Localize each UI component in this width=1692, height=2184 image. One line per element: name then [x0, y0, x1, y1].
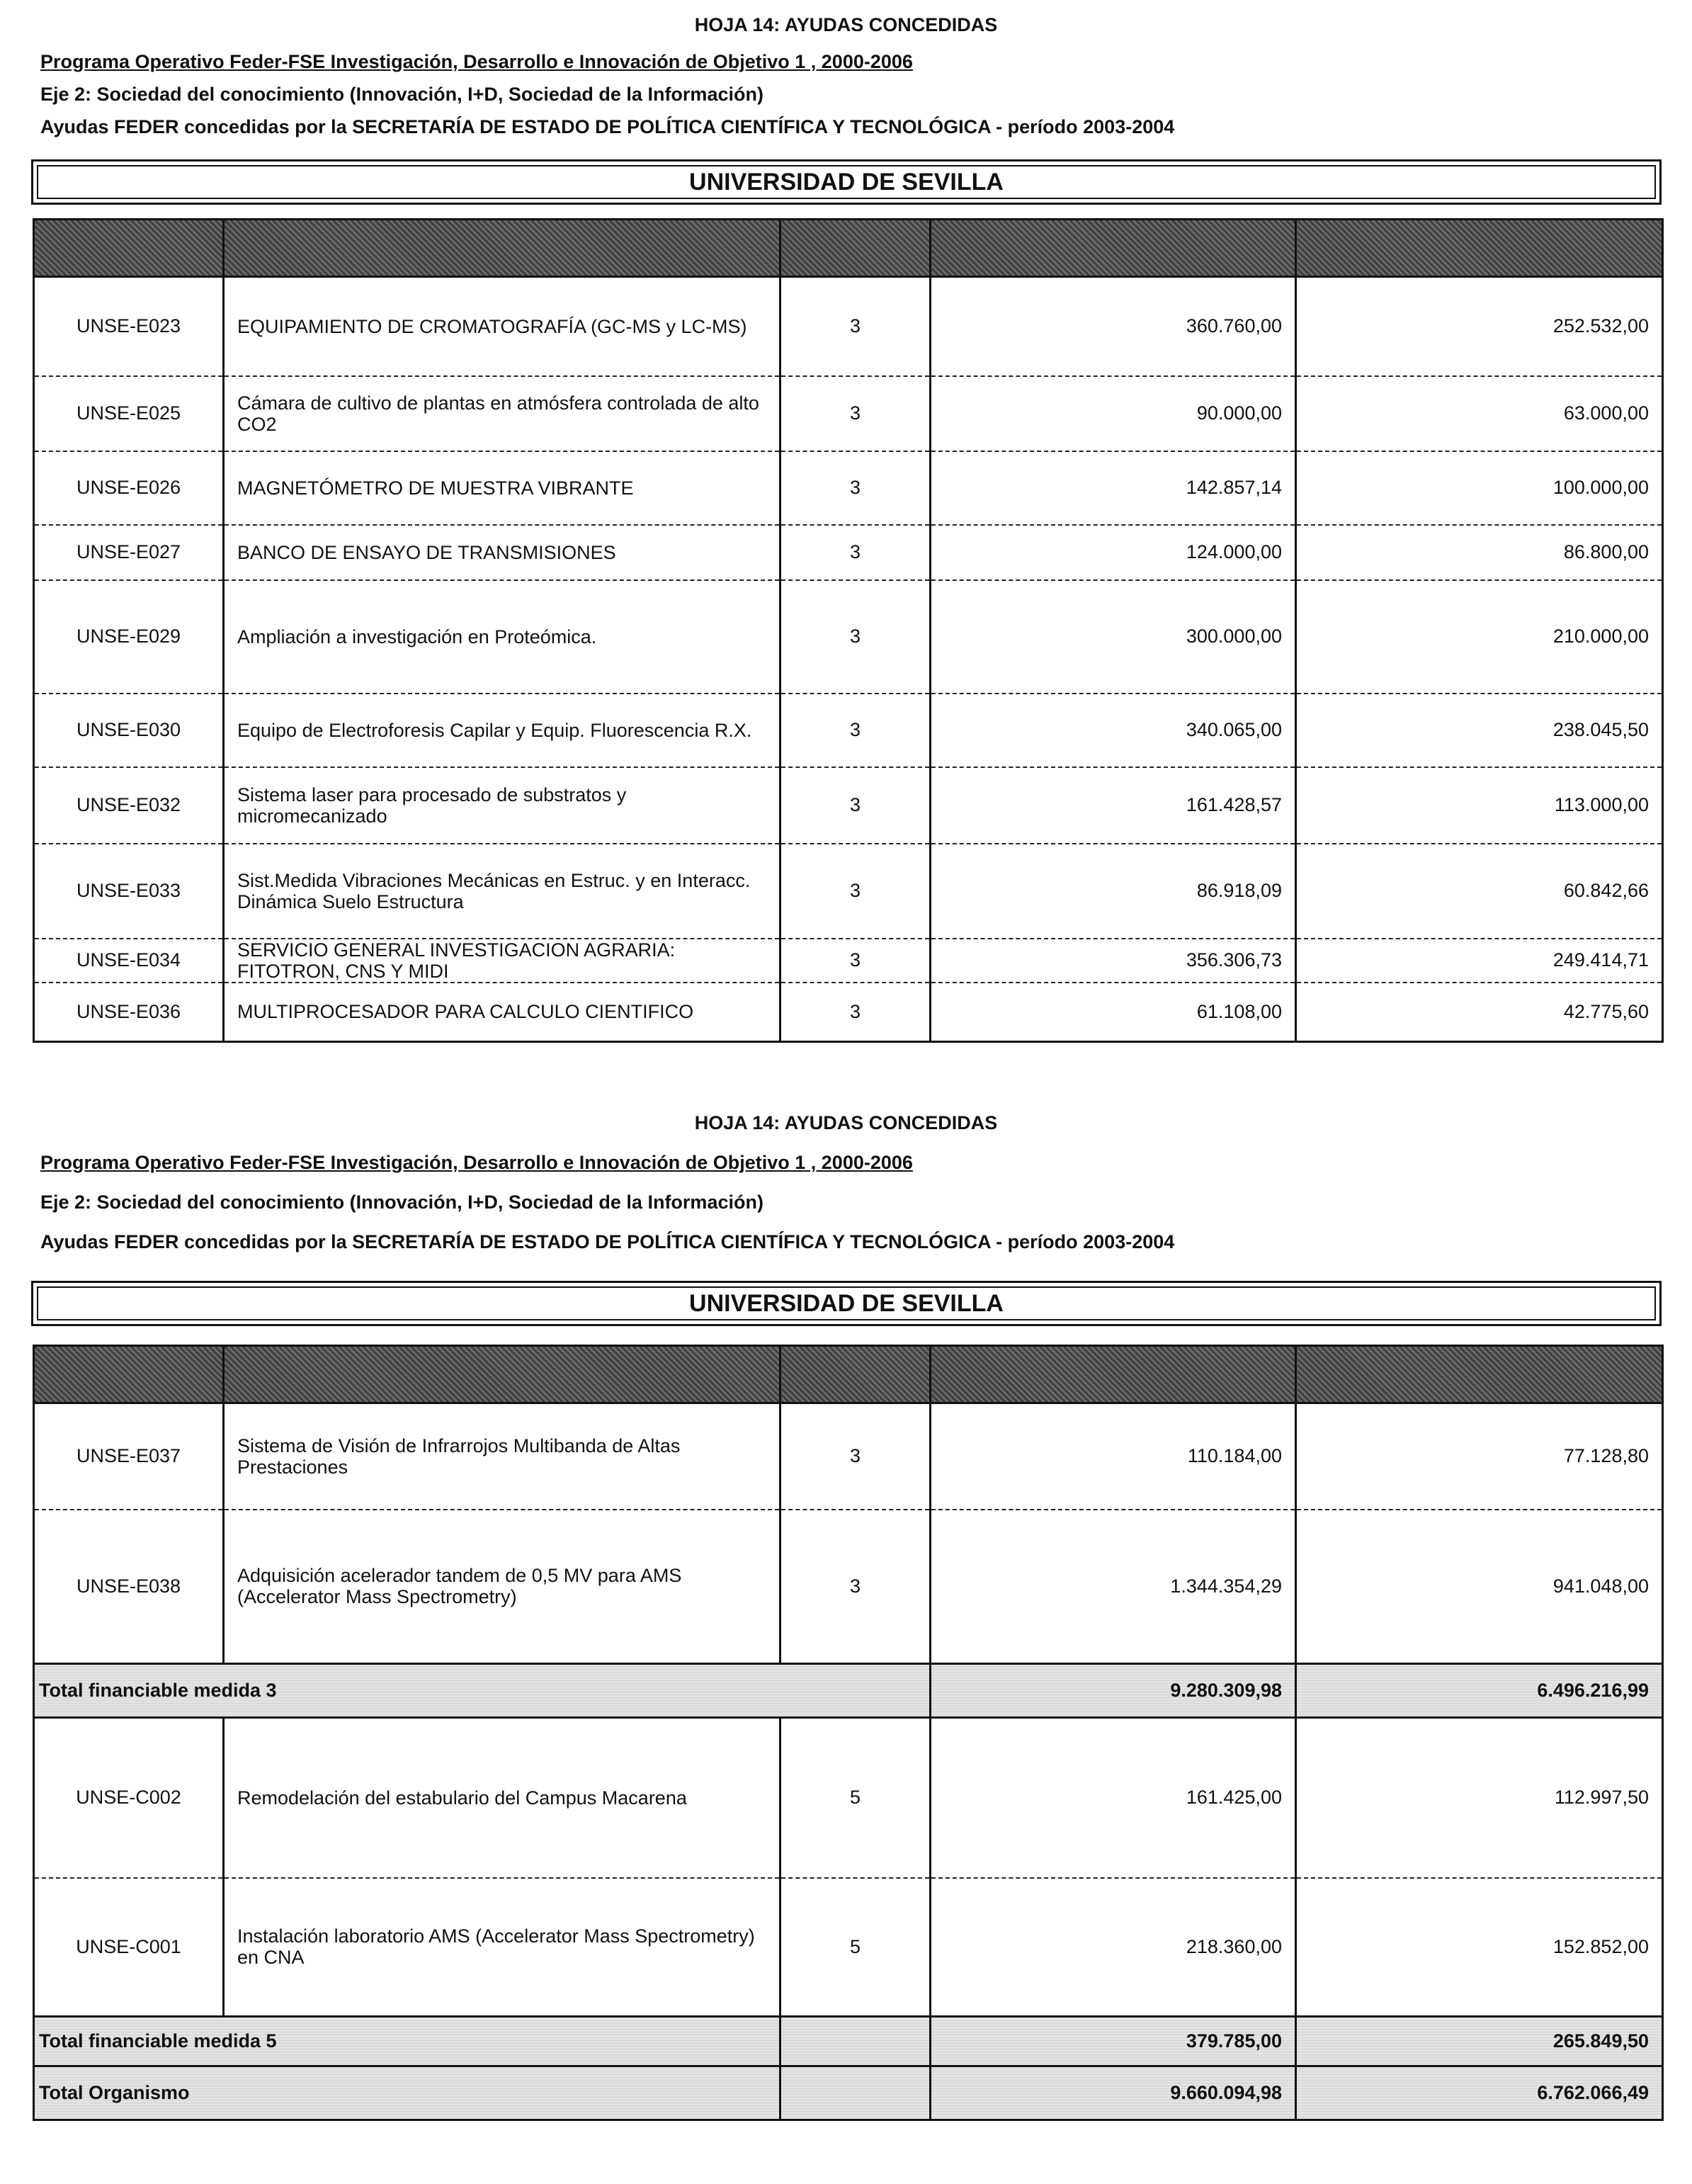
row-medida: 3: [780, 376, 931, 451]
row-description: Sist.Medida Vibraciones Mecánicas en Estruc. y en Interacc. Dinámica Suelo Estructura: [224, 844, 780, 939]
table-row: [34, 1510, 1663, 1664]
header-cell-title: [224, 220, 780, 277]
row-code: UNSE-E037: [34, 1403, 224, 1510]
sheet-title: HOJA 14: AYUDAS CONCEDIDAS: [694, 14, 998, 35]
row-description: Ampliación a investigación en Proteómica.: [224, 580, 780, 694]
row-ayuda: 113.000,00: [1296, 767, 1663, 844]
row-medida: 3: [780, 939, 931, 983]
organismo-box: [31, 1281, 1662, 1326]
total-medida-5-ayuda: 265.849,50: [1296, 2017, 1663, 2066]
table-row: [34, 376, 1663, 451]
table-row: [34, 983, 1663, 1042]
row-description: SERVICIO GENERAL INVESTIGACION AGRARIA: FITOTRON, CNS Y MIDI: [224, 939, 780, 983]
header-cell-ayuda: [1296, 220, 1663, 277]
row-inversion: 356.306,73: [931, 939, 1296, 983]
row-inversion: 161.428,57: [931, 767, 1296, 844]
total-medida-3-inversion: 9.280.309,98: [931, 1664, 1296, 1718]
total-organismo-label: Total Organismo: [34, 2066, 780, 2120]
row-inversion: 86.918,09: [931, 844, 1296, 939]
table-row: [34, 277, 1663, 376]
row-code: UNSE-E027: [34, 525, 224, 580]
ayudas-line: Ayudas FEDER concedidas por la SECRETARÍA DE ESTADO DE POLÍTICA CIENTÍFICA Y TECNOLÓGICA - período 2003-2004: [40, 1231, 1175, 1252]
row-inversion: 1.344.354,29: [931, 1510, 1296, 1664]
ayudas-line: Ayudas FEDER concedidas por la SECRETARÍA DE ESTADO DE POLÍTICA CIENTÍFICA Y TECNOLÓGICA - período 2003-2004: [40, 116, 1175, 137]
row-ayuda: 42.775,60: [1296, 983, 1663, 1042]
row-description: MAGNETÓMETRO DE MUESTRA VIBRANTE: [224, 451, 780, 525]
organismo-name: UNIVERSIDAD DE SEVILLA: [37, 165, 1656, 199]
row-inversion: 300.000,00: [931, 580, 1296, 694]
row-inversion: 124.000,00: [931, 525, 1296, 580]
row-ayuda: 152.852,00: [1296, 1878, 1663, 2017]
header-cell-title: [224, 1346, 780, 1403]
row-description: Adquisición acelerador tandem de 0,5 MV para AMS (Accelerator Mass Spectrometry): [224, 1510, 780, 1664]
table-row: [34, 694, 1663, 767]
header-cell-code: [34, 220, 224, 277]
row-medida: 3: [780, 694, 931, 767]
row-medida: 3: [780, 277, 931, 376]
row-code: UNSE-E029: [34, 580, 224, 694]
row-medida: 3: [780, 983, 931, 1042]
row-description: Sistema laser para procesado de substratos y micromecanizado: [224, 767, 780, 844]
row-description: Equipo de Electroforesis Capilar y Equip. Fluorescencia R.X.: [224, 694, 780, 767]
row-code: UNSE-E033: [34, 844, 224, 939]
row-code: UNSE-E036: [34, 983, 224, 1042]
table-row: [34, 580, 1663, 694]
header-cell-inversion: [931, 1346, 1296, 1403]
total-medida-3-label: Total financiable medida 3: [34, 1664, 931, 1718]
table-row: [34, 939, 1663, 983]
row-ayuda: 252.532,00: [1296, 277, 1663, 376]
row-inversion: 61.108,00: [931, 983, 1296, 1042]
row-inversion: 90.000,00: [931, 376, 1296, 451]
row-code: UNSE-E025: [34, 376, 224, 451]
header-cell-medida: [780, 220, 931, 277]
total-organismo-medida-cell: [780, 2066, 931, 2120]
row-inversion: 161.425,00: [931, 1718, 1296, 1878]
row-inversion: 340.065,00: [931, 694, 1296, 767]
row-medida: 3: [780, 525, 931, 580]
row-inversion: 360.760,00: [931, 277, 1296, 376]
programa-line: Programa Operativo Feder-FSE Investigación, Desarrollo e Innovación de Objetivo 1 , 2000-2006: [40, 1152, 913, 1173]
row-ayuda: 63.000,00: [1296, 376, 1663, 451]
grants-table-1: [33, 218, 1664, 1043]
row-description: Instalación laboratorio AMS (Accelerator Mass Spectrometry) en CNA: [224, 1878, 780, 2017]
row-medida: 5: [780, 1718, 931, 1878]
row-code: UNSE-E023: [34, 277, 224, 376]
total-medida-3-row: [34, 1664, 1663, 1718]
eje-line: Eje 2: Sociedad del conocimiento (Innovación, I+D, Sociedad de la Información): [40, 84, 763, 105]
row-ayuda: 941.048,00: [1296, 1510, 1663, 1664]
row-ayuda: 60.842,66: [1296, 844, 1663, 939]
row-medida: 3: [780, 451, 931, 525]
row-description: BANCO DE ENSAYO DE TRANSMISIONES: [224, 525, 780, 580]
organismo-box: [31, 159, 1662, 205]
row-code: UNSE-E032: [34, 767, 224, 844]
grants-table-2: [33, 1345, 1664, 2121]
header-cell-inversion: [931, 220, 1296, 277]
total-medida-5-inversion: 379.785,00: [931, 2017, 1296, 2066]
table-row: [34, 525, 1663, 580]
row-code: UNSE-E030: [34, 694, 224, 767]
row-medida: 5: [780, 1878, 931, 2017]
row-medida: 3: [780, 1510, 931, 1664]
row-code: UNSE-E026: [34, 451, 224, 525]
organismo-name: UNIVERSIDAD DE SEVILLA: [37, 1286, 1656, 1320]
table-row: [34, 767, 1663, 844]
header-cell-medida: [780, 1346, 931, 1403]
row-description: EQUIPAMIENTO DE CROMATOGRAFÍA (GC-MS y LC-MS): [224, 277, 780, 376]
row-description: Cámara de cultivo de plantas en atmósfera controlada de alto CO2: [224, 376, 780, 451]
row-ayuda: 100.000,00: [1296, 451, 1663, 525]
total-medida-5-label: Total financiable medida 5: [34, 2017, 780, 2066]
row-ayuda: 249.414,71: [1296, 939, 1663, 983]
total-medida-3-ayuda: 6.496.216,99: [1296, 1664, 1663, 1718]
row-inversion: 110.184,00: [931, 1403, 1296, 1510]
table-header-row: [34, 1346, 1663, 1403]
row-description: MULTIPROCESADOR PARA CALCULO CIENTIFICO: [224, 983, 780, 1042]
row-medida: 3: [780, 844, 931, 939]
row-inversion: 142.857,14: [931, 451, 1296, 525]
table-row: [34, 1878, 1663, 2017]
table-header-row: [34, 220, 1663, 277]
row-description: Remodelación del estabulario del Campus Macarena: [224, 1718, 780, 1878]
table-row: [34, 1718, 1663, 1878]
header-cell-ayuda: [1296, 1346, 1663, 1403]
row-ayuda: 77.128,80: [1296, 1403, 1663, 1510]
table-row: [34, 451, 1663, 525]
row-ayuda: 210.000,00: [1296, 580, 1663, 694]
row-medida: 3: [780, 580, 931, 694]
row-medida: 3: [780, 1403, 931, 1510]
table-row: [34, 1403, 1663, 1510]
row-code: UNSE-E034: [34, 939, 224, 983]
programa-line: Programa Operativo Feder-FSE Investigación, Desarrollo e Innovación de Objetivo 1 , 2000-2006: [40, 51, 913, 72]
eje-line: Eje 2: Sociedad del conocimiento (Innovación, I+D, Sociedad de la Información): [40, 1192, 763, 1213]
row-medida: 3: [780, 767, 931, 844]
row-ayuda: 86.800,00: [1296, 525, 1663, 580]
table-row: [34, 844, 1663, 939]
row-code: UNSE-C001: [34, 1878, 224, 2017]
total-organismo-ayuda: 6.762.066,49: [1296, 2066, 1663, 2120]
sheet-title: HOJA 14: AYUDAS CONCEDIDAS: [694, 1112, 998, 1133]
row-inversion: 218.360,00: [931, 1878, 1296, 2017]
row-description: Sistema de Visión de Infrarrojos Multibanda de Altas Prestaciones: [224, 1403, 780, 1510]
row-code: UNSE-E038: [34, 1510, 224, 1664]
row-code: UNSE-C002: [34, 1718, 224, 1878]
header-cell-code: [34, 1346, 224, 1403]
row-ayuda: 112.997,50: [1296, 1718, 1663, 1878]
total-medida-5-medida-cell: [780, 2017, 931, 2066]
total-organismo-row: [34, 2066, 1663, 2120]
row-ayuda: 238.045,50: [1296, 694, 1663, 767]
total-medida-5-row: [34, 2017, 1663, 2066]
total-organismo-inversion: 9.660.094,98: [931, 2066, 1296, 2120]
